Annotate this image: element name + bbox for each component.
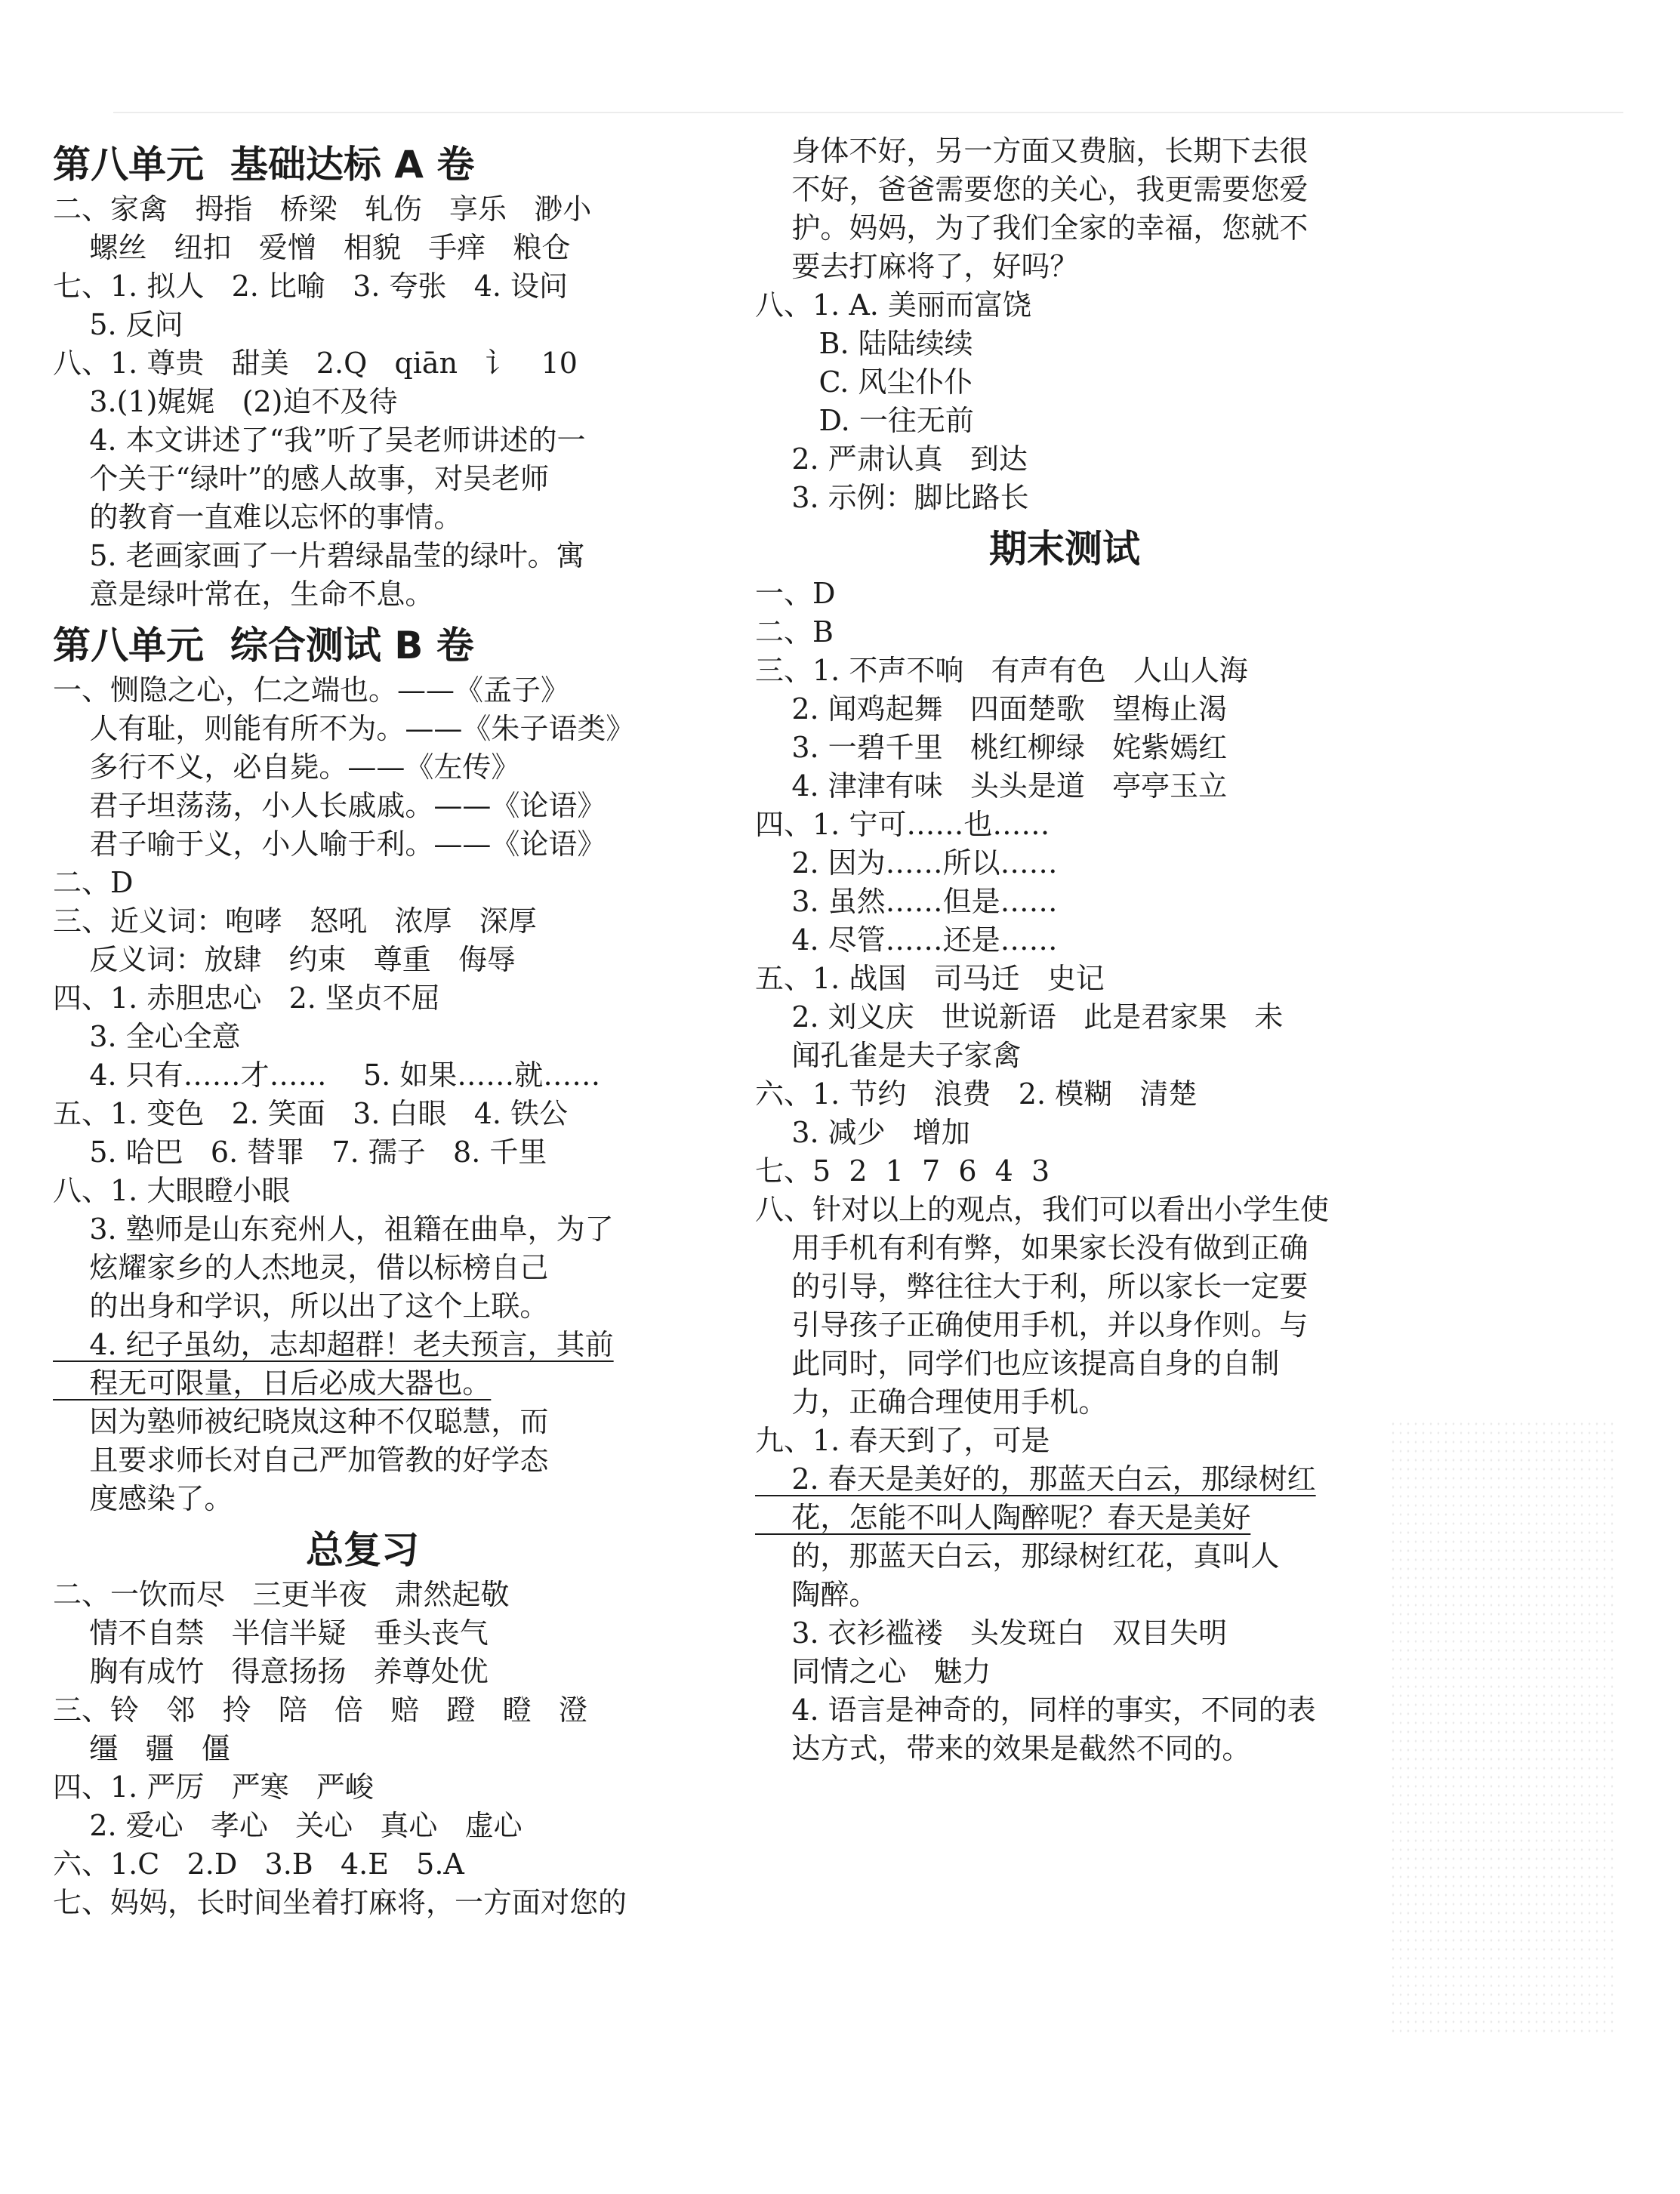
answer-line: 八、1. 大眼瞪小眼	[53, 1174, 291, 1207]
answer-line: 八、针对以上的观点，我们可以看出小学生使	[755, 1193, 1330, 1226]
answer-line: 3. 减少 增加	[755, 1116, 970, 1149]
answer-line: 5. 哈巴 6. 替罪 7. 孺子 8. 千里	[53, 1136, 547, 1169]
top-rule	[113, 112, 1623, 113]
answer-line: 闻孔雀是夫子家禽	[755, 1039, 1022, 1072]
answer-line: 3. 塾师是山东兖州人，祖籍在曲阜，为了	[53, 1213, 614, 1246]
answer-line: 八、1. A. 美丽而富饶	[755, 288, 1031, 322]
answer-line: 3. 全心全意	[53, 1020, 241, 1053]
answer-line: 度感染了。	[53, 1482, 233, 1515]
answer-line: 四、1. 宁可……也……	[755, 808, 1050, 841]
answer-line: 3. 衣衫褴褛 头发斑白 双目失明	[755, 1616, 1228, 1650]
answer-line: 炫耀家乡的人杰地灵，借以标榜自己	[53, 1251, 549, 1284]
answer-line: 5. 反问	[53, 308, 183, 341]
answer-line: 二、家禽 拇指 桥梁 轧伤 享乐 渺小	[53, 193, 592, 226]
answer-line: 2. 春天是美好的，那蓝天白云，那绿树红	[755, 1462, 1316, 1496]
answer-line: 五、1. 战国 司马迁 史记	[755, 962, 1105, 995]
answer-line: 二、一饮而尽 三更半夜 肃然起敬	[53, 1578, 510, 1611]
answer-line: 3. 示例：脚比路长	[755, 481, 1029, 514]
answer-line: 4. 津津有味 头头是道 亭亭玉立	[755, 769, 1228, 803]
answer-line: 4. 尽管……还是……	[755, 923, 1058, 957]
answer-line: 用手机有利有弊，如果家长没有做到正确	[755, 1231, 1309, 1265]
answer-line: 2. 闻鸡起舞 四面楚歌 望梅止渴	[755, 692, 1228, 726]
answer-line: B. 陆陆续续	[755, 327, 973, 360]
answer-line: 三、近义词：咆哮 怒吼 浓厚 深厚	[53, 904, 537, 938]
answer-line: 陶醉。	[755, 1578, 878, 1611]
answer-line: 意是绿叶常在，生命不息。	[53, 578, 434, 611]
answer-line: 护。妈妈，为了我们全家的幸福，您就不	[755, 211, 1309, 245]
answer-line: 4. 语言是神奇的，同样的事实，不同的表	[755, 1693, 1316, 1727]
answer-line: 程无可限量，日后必成大器也。	[53, 1367, 492, 1400]
answer-line: 3. 一碧千里 桃红柳绿 姹紫嫣红	[755, 731, 1228, 764]
answer-line: 2. 爱心 孝心 关心 真心 虚心	[53, 1809, 522, 1842]
answer-line: 且要求师长对自己严加管教的好学态	[53, 1444, 549, 1477]
answer-line: 力，正确合理使用手机。	[755, 1385, 1108, 1419]
answer-line: 2. 刘义庆 世说新语 此是君家果 未	[755, 1000, 1284, 1034]
answer-line: 一、恻隐之心，仁之端也。——《孟子》	[53, 673, 570, 707]
answer-line: 引导孩子正确使用手机，并以身作则。与	[755, 1308, 1309, 1342]
answer-line: 的，那蓝天白云，那绿树红花，真叫人	[755, 1539, 1280, 1573]
answer-line: 四、1. 赤胆忠心 2. 坚贞不屈	[53, 981, 440, 1015]
answer-line: 反义词：放肆 约束 尊重 侮辱	[53, 943, 516, 976]
answer-line: 因为塾师被纪晓岚这种不仅聪慧，而	[53, 1405, 549, 1438]
answer-line: 4. 只有……才…… 5. 如果……就……	[53, 1058, 601, 1092]
answer-line: 3. 虽然……但是……	[755, 885, 1058, 918]
answer-line: 身体不好，另一方面又费脑，长期下去很	[755, 134, 1309, 168]
answer-line: 五、1. 变色 2. 笑面 3. 白眼 4. 铁公	[53, 1097, 569, 1130]
section-heading: 第八单元 综合测试 B 卷	[53, 624, 474, 667]
answer-line: 八、1. 尊贵 甜美 2.Q qiān 讠 10	[53, 347, 578, 380]
answer-line: 2. 因为……所以……	[755, 846, 1058, 880]
answer-line: 3.(1)娓娓 (2)迫不及待	[53, 385, 398, 418]
right-column	[755, 132, 1374, 1768]
left-column	[53, 143, 672, 1922]
answer-line: 不好，爸爸需要您的关心，我更需要您爱	[755, 173, 1309, 206]
answer-line: 达方式，带来的效果是截然不同的。	[755, 1732, 1251, 1765]
answer-line: 君子坦荡荡，小人长戚戚。——《论语》	[53, 789, 606, 822]
answer-line: 二、D	[53, 866, 134, 899]
section-heading: 总复习	[306, 1528, 419, 1572]
section-heading: 期末测试	[989, 527, 1140, 571]
answer-line: D. 一往无前	[755, 404, 974, 437]
answer-line: 同情之心 魅力	[755, 1655, 991, 1688]
answer-line: 个关于“绿叶”的感人故事，对吴老师	[53, 462, 550, 495]
answer-line: 花，怎能不叫人陶醉呢？春天是美好	[755, 1501, 1251, 1534]
answer-line: C. 风尘仆仆	[755, 365, 973, 399]
answer-line: 九、1. 春天到了，可是	[755, 1424, 1050, 1457]
answer-line: 多行不义，必自毙。——《左传》	[53, 750, 520, 784]
margin-texture	[1389, 1419, 1616, 2038]
answer-line: 三、铃 邻 拎 陪 倍 赔 蹬 瞪 澄	[53, 1693, 587, 1727]
answer-line: 七、1. 拟人 2. 比喻 3. 夸张 4. 设问	[53, 270, 569, 303]
answer-line: 君子喻于义，小人喻于利。——《论语》	[53, 827, 606, 861]
section-heading: 第八单元 基础达标 A 卷	[53, 143, 475, 186]
answer-line: 的出身和学识，所以出了这个上联。	[53, 1290, 549, 1323]
answer-line: 六、1.C 2.D 3.B 4.E 5.A	[53, 1847, 464, 1881]
answer-line: 人有耻，则能有所不为。——《朱子语类》	[53, 712, 635, 745]
answer-line: 螺丝 纽扣 爱憎 相貌 手痒 粮仓	[53, 231, 571, 264]
answer-line: 七、5 2 1 7 6 4 3	[755, 1154, 1050, 1188]
answer-line: 六、1. 节约 浪费 2. 模糊 清楚	[755, 1077, 1198, 1111]
answer-line: 2. 严肃认真 到达	[755, 442, 1028, 476]
answer-line: 二、B	[755, 615, 834, 649]
answer-line: 七、妈妈，长时间坐着打麻将，一方面对您的	[53, 1886, 627, 1919]
answer-line: 的教育一直难以忘怀的事情。	[53, 501, 463, 534]
answer-line: 4. 纪子虽幼，志却超群！老夫预言，其前	[53, 1328, 614, 1361]
answer-line: 4. 本文讲述了“我”听了吴老师讲述的一	[53, 424, 586, 457]
answer-line: 的引导，弊往往大于利，所以家长一定要	[755, 1270, 1309, 1303]
answer-line: 缰 疆 僵	[53, 1732, 230, 1765]
answer-line: 5. 老画家画了一片碧绿晶莹的绿叶。寓	[53, 539, 585, 572]
answer-line: 此同时，同学们也应该提高自身的自制	[755, 1347, 1280, 1380]
answer-line: 胸有成竹 得意扬扬 养尊处优	[53, 1655, 489, 1688]
answer-line: 情不自禁 半信半疑 垂头丧气	[53, 1616, 489, 1650]
answer-line: 三、1. 不声不响 有声有色 人山人海	[755, 654, 1248, 687]
answer-line: 四、1. 严厉 严寒 严峻	[53, 1770, 374, 1804]
answer-line: 一、D	[755, 577, 836, 610]
answer-line: 要去打麻将了，好吗？	[755, 250, 1079, 283]
